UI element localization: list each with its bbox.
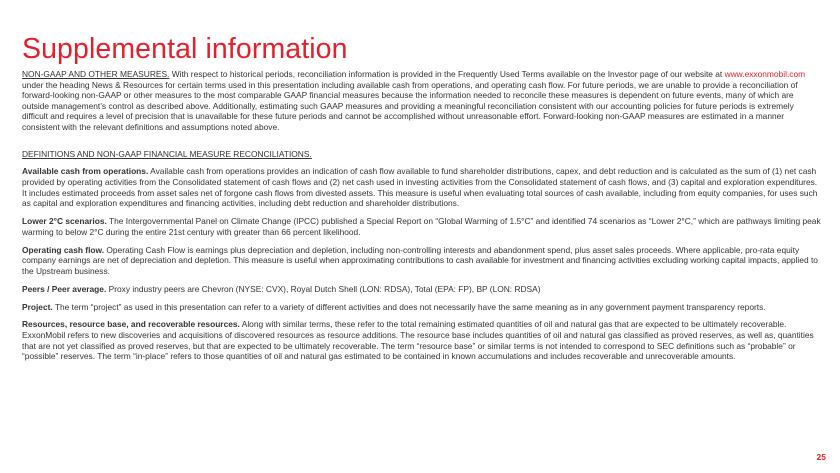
definition-text: Operating Cash Flow is earnings plus depreciation and depletion, including non-controlling interests and abandonment spend, plus asset sales proceeds. Where applicable, pro-rata equity company earnings are net of depreciation and depletion. This measure is useful when approximating contributions to cash available for investment and financing activities excluding working capital impacts, applied to the Upstream business. [22, 244, 818, 276]
definition-text: Available cash from operations provides an indication of cash flow available to fund shareholder distributions, capex, and debt reduction and is calculated as the sum of (1) net cash provided by operating activities from the Consolidated statement of cash flows and (2) net cash used in investing activities from the Consolidated statement of cash flows, and (3) capital and exploration expenditures. It includes estimated proceeds from asset sales net of forgone cash flows from divested assets. This measure is useful when evaluating total sources of cash available, including from equity companies, for uses such as capital and exploration expenditures and financing activities, including debt reduction and shareholder distributions. [22, 166, 818, 209]
definition-term: Available cash from operations. [22, 166, 149, 177]
definition-peers [22, 284, 822, 295]
website-link[interactable]: www.exxonmobil.com [724, 69, 806, 79]
definition-resources [22, 319, 822, 361]
definition-lower-2c [22, 216, 822, 237]
page-title: Supplemental information [22, 33, 348, 66]
definitions-heading-paragraph [22, 149, 822, 160]
definition-term: Resources, resource base, and recoverable resources. [22, 319, 240, 330]
page-number: 25 [816, 452, 826, 462]
non-gaap-paragraph [22, 69, 822, 133]
definition-term: Operating cash flow. [22, 244, 105, 255]
definition-text: Proxy industry peers are Chevron (NYSE: CVX), Royal Dutch Shell (LON: RDSA), Total (EPA: FP), BP (LON: RDSA) [106, 283, 541, 294]
definition-term: Lower 2°C scenarios. [22, 216, 107, 227]
non-gaap-text-end: under the heading News & Resources for certain terms used in this presentation including available cash from operations, and operating cash flow. For future periods, we are unable to provide a reconciliation of forward-looking non-GAAP or other measures to the most comparable GAAP financial measures because the information needed to reconcile these measures is dependent on future events, many of which are outside management’s control as described above. Additionally, estimating such GAAP measures and providing a meaningful reconciliation consistent with our accounting policies for future periods is extremely difficult and requires a level of precision that is unavailable for these future periods and cannot be accomplished without unreasonable effort. Forward-looking non-GAAP measures are estimated in a manner consistent with the relevant definitions and assumptions noted above. [22, 79, 798, 132]
definition-operating-cash-flow [22, 245, 822, 277]
definitions-heading: DEFINITIONS AND NON-GAAP FINANCIAL MEASURE RECONCILIATIONS. [22, 148, 312, 159]
definition-text: The term “project” as used in this presentation can refer to a variety of different activities and does not necessarily have the same meaning as in any government payment transparency reports. [52, 301, 766, 312]
document-body [22, 69, 822, 369]
definition-term: Peers / Peer average. [22, 283, 107, 294]
non-gaap-heading: NON-GAAP AND OTHER MEASURES. [22, 69, 170, 79]
definition-text: Along with similar terms, these refer to the total remaining estimated quantities of oil and natural gas that are expected to be ultimately recoverable. ExxonMobil refers to new discoveries and acquisitions of discovered resources as resource additions. The resource base includes quantities of oil and natural gas classified as proved reserves, as well as, quantities that are not yet classified as proved reserves, but that are expected to be ultimately recoverable. The term “resource base” or similar terms is not intended to correspond to SEC definitions such as “probable” or “possible” reserves. The term “in-place” refers to those quantities of oil and natural gas estimated to be contained in known accumulations and includes recoverable and unrecoverable amounts. [22, 319, 814, 362]
definition-term: Project. [22, 301, 53, 312]
definition-project [22, 302, 822, 313]
non-gaap-text-start: With respect to historical periods, reconciliation information is provided in the Frequently Used Terms available on the Investor page of our website at [169, 69, 725, 79]
definition-text: The Intergovernmental Panel on Climate Change (IPCC) published a Special Report on “Global Warming of 1.5°C” and identified 74 scenarios as “Lower 2°C,” which are pathways limiting peak warming to below 2°C during the entire 21st century with greater than 66 percent likelihood. [22, 216, 821, 237]
definition-available-cash [22, 166, 822, 208]
